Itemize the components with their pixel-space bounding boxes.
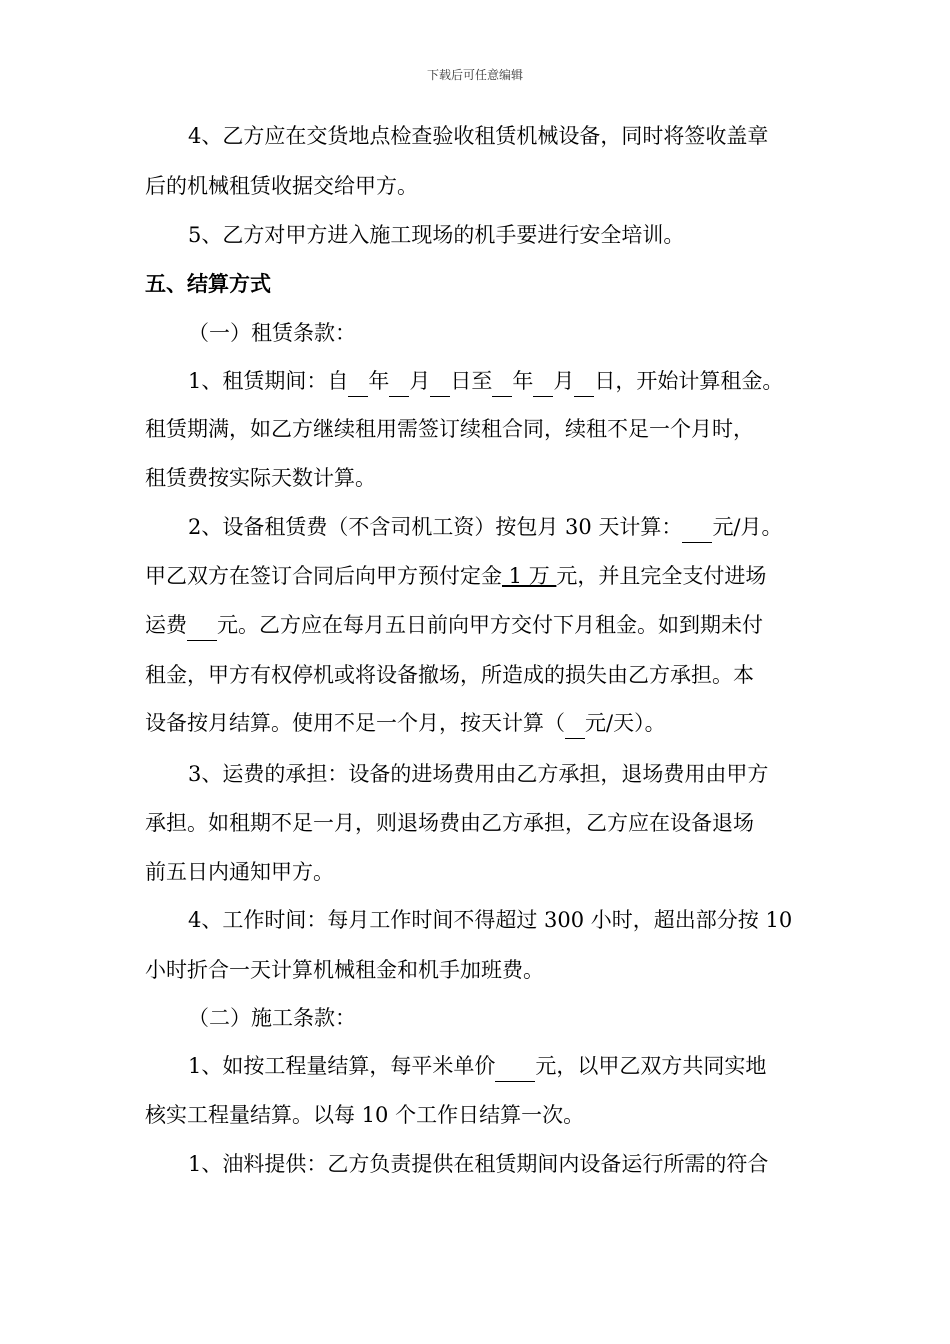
blank-field (430, 366, 450, 397)
text-segment: 年 (512, 369, 534, 393)
paragraph-line (145, 708, 666, 739)
text-segment: 元。乙方应在每月五日前向甲方交付下月租金。如到期未付 (217, 613, 763, 637)
subsection-heading: （一）租赁条款： (188, 321, 356, 345)
paragraph-line (188, 1051, 766, 1082)
blank-field (187, 610, 217, 641)
paragraph-line (188, 512, 783, 543)
paragraph-line: 3、运费的承担：设备的进场费用由乙方承担，退场费用由甲方 (188, 762, 769, 786)
blank-field (492, 366, 512, 397)
text-segment: 1、租赁期间：自 (188, 369, 349, 393)
paragraph-line: 核实工程量结算。以每 10 个工作日结算一次。 (145, 1103, 585, 1127)
paragraph-line: 租赁费按实际天数计算。 (145, 466, 376, 490)
paragraph-line (145, 561, 766, 591)
deposit-amount: 1 万 (502, 564, 557, 588)
page-header: 下载后可任意编辑 (426, 68, 523, 82)
paragraph-line: 4、工作时间：每月工作时间不得超过 300 小时，超出部分按 10 (188, 908, 793, 932)
text-segment: 元/天）。 (585, 711, 666, 735)
paragraph-line: 4、乙方应在交货地点检查验收租赁机械设备，同时将签收盖章 (188, 124, 769, 148)
paragraph-line: 租赁期满，如乙方继续租用需签订续租合同，续租不足一个月时， (145, 417, 754, 441)
blank-field (574, 366, 594, 397)
paragraph-line: 1、油料提供：乙方负责提供在租赁期间内设备运行所需的符合 (188, 1152, 769, 1176)
paragraph-line (188, 366, 783, 397)
text-segment: 月 (409, 369, 431, 393)
paragraph-line: 承担。如租期不足一月，则退场费由乙方承担，乙方应在设备退场 (145, 811, 754, 835)
subsection-heading: （二）施工条款： (188, 1006, 356, 1030)
blank-field (495, 1051, 535, 1082)
text-segment: 日至 (450, 369, 493, 393)
text-segment: 元/月。 (712, 515, 783, 539)
text-segment: 月 (553, 369, 575, 393)
text-segment: 年 (368, 369, 390, 393)
text-segment: 元，以甲乙双方共同实地 (535, 1054, 767, 1078)
paragraph-line: 后的机械租赁收据交给甲方。 (145, 174, 418, 198)
blank-field (682, 512, 712, 543)
text-segment: 2、设备租赁费（不含司机工资）按包月 30 天计算： (188, 515, 683, 539)
paragraph-line: 租金，甲方有权停机或将设备撤场，所造成的损失由乙方承担。本 (145, 663, 754, 687)
text-segment: 1、如按工程量结算，每平米单价 (188, 1054, 496, 1078)
text-segment: 设备按月结算。使用不足一个月，按天计算（ (145, 711, 565, 735)
paragraph-line: 前五日内通知甲方。 (145, 860, 334, 884)
blank-field (348, 366, 368, 397)
blank-field (533, 366, 553, 397)
blank-field (565, 708, 585, 739)
text-segment: 元，并且完全支付进场 (556, 564, 767, 588)
paragraph-line: 小时折合一天计算机械租金和机手加班费。 (145, 958, 544, 982)
text-segment: 日，开始计算租金。 (594, 369, 784, 393)
section-heading: 五、结算方式 (145, 271, 271, 296)
paragraph-line: 5、乙方对甲方进入施工现场的机手要进行安全培训。 (188, 223, 685, 247)
paragraph-line (145, 610, 763, 641)
blank-field (389, 366, 409, 397)
text-segment: 运费 (145, 613, 187, 637)
text-segment: 甲乙双方在签订合同后向甲方预付定金 (145, 564, 502, 588)
